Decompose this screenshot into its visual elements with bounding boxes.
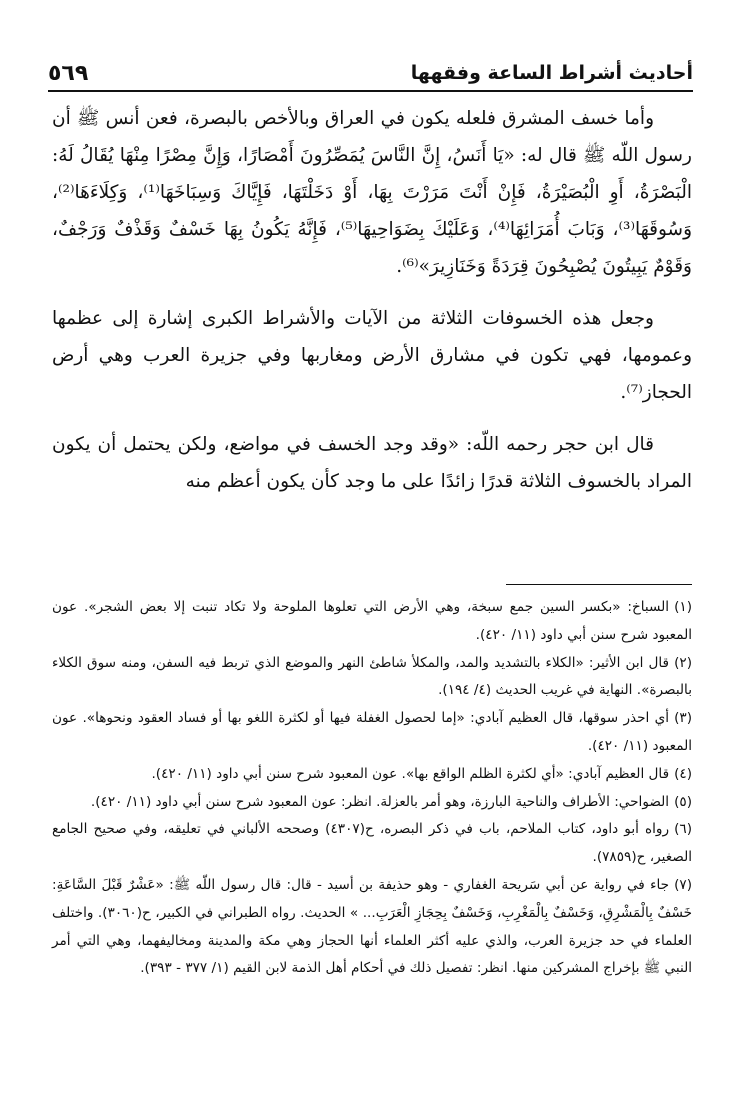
running-title: أحاديث أشراط الساعة وفقهها (410, 62, 693, 84)
footnote-text: قال العظيم آبادي: «أي لكثرة الظلم الواقع بها». عون المعبود شرح سنن أبي داود (١١/ ٤٢٠). (151, 765, 670, 782)
footnote (52, 594, 692, 650)
paragraph: قال ابن حجر رحمه اللّه: «وقد وجد الخسف في مواضع، ولكن يحتمل أن يكون المراد بالخسوف الثلاثة قدرًا زائدًا على ما وجد كأن يكون أعظم منه (52, 434, 692, 492)
footnote (52, 872, 692, 983)
footnote-text: رواه أبو داود، كتاب الملاحم، باب في ذكر البصره، ح(٤٣٠٧) وصححه الألباني في تعليقه، وفي صحيح الجامع الصغير، ح(٧٨٥٩). (52, 821, 692, 866)
footnote-number: (٥) (674, 793, 692, 810)
page-header (48, 48, 693, 92)
footnote-separator (506, 584, 692, 585)
footnote-number: (٧) (674, 876, 692, 893)
footnote-number: (٦) (674, 821, 692, 838)
footnote-text: جاء في رواية عن أبي سَريحة الغفاري - وهو حذيفة بن أسيد - قال: قال رسول اللّه ﷺ: «عَشْرٌ قَبْلَ السَّاعَةِ: خَسْفٌ بِالْمَشْرِقِ، وَخَسْفٌ بِالْمَغْرِبِ، وَخَسْفٌ بِحِجَازِ الْعَرَبِ... » الحديث. رواه الطبراني في الكبير، ح(٣٠٦٠). واختلف العلماء في حد جزيرة العرب، والذي عليه أكثر العلماء أنها الحجاز وهي مكة والمدينة ومخاليفهما، وهي التي أمر النبي ﷺ بإخراج المشركين منها. انظر: تفصيل ذلك في أحكام أهل الذمة لابن القيم (١/ ٣٧٧ - ٣٩٣). (52, 876, 692, 977)
paragraph: وأما خسف المشرق فلعله يكون في العراق وبالأخص بالبصرة، فعن أنس ﷺ أن رسول اللّه ﷺ قال له: «يَا أَنَسُ، إِنَّ النَّاسَ يُمَصِّرُونَ أَمْصَارًا، وَإِنَّ مِصْرًا مِنْهَا يُقَالُ لَهُ: الْبَصْرَةُ، أَوِ الْبُصَيْرَةُ، فَإِنْ أَنْتَ مَرَرْتَ بِهَا، أَوْ دَخَلْتَهَا، فَإِيَّاكَ وَسِبَاخَهَا⁽¹⁾، وَكِلَاءَهَا⁽²⁾، وَسُوقَهَا⁽³⁾، وَبَابَ أُمَرَائِهَا⁽⁴⁾، وَعَلَيْكَ بِضَوَاحِيهَا⁽⁵⁾، فَإِنَّهُ يَكُونُ بِهَا خَسْفٌ وَقَذْفٌ وَرَجْفٌ، وَقَوْمٌ يَبِيتُونَ يُصْبِحُونَ قِرَدَةً وَخَنَازِيرَ»⁽⁶⁾. (52, 108, 693, 277)
footnote-number: (١) (674, 599, 692, 615)
paragraph: وجعل هذه الخسوفات الثلاثة من الآيات والأشراط الكبرى إشارة إلى عظمها وعمومها، فهي تكون في مشارق الأرض ومغاربها وفي جزيرة العرب وهي أرض الحجاز⁽⁷⁾. (52, 308, 692, 403)
footnote (52, 816, 692, 872)
footnote (52, 761, 692, 789)
footnote-text: قال ابن الأثير: «الكلاء بالتشديد والمد، والمكلأ شاطئ النهر والموضع الذي تربط فيه السفن، ومنه سوق الكلاء بالبصرة». النهاية في غريب الحديث (٤/ ١٩٤). (52, 654, 692, 699)
main-text (52, 100, 692, 515)
footnotes (52, 594, 692, 983)
footnote (52, 650, 692, 706)
footnote-number: (٤) (674, 765, 692, 782)
page-number: ٥٦٩ (48, 61, 89, 86)
footnote-text: الضواحي: الأطراف والناحية البارزة، وهو أمر بالعزلة. انظر: عون المعبود شرح سنن أبي داود (١١/ ٤٢٠). (90, 793, 670, 810)
footnote-number: (٢) (674, 654, 692, 671)
footnote-number: (٣) (674, 710, 692, 727)
footnote (52, 789, 692, 817)
footnote-text: أي احذر سوقها، قال العظيم آبادي: «إما لحصول الغفلة فيها أو لكثرة اللغو بها أو فساد العقود ونحوها». عون المعبود (١١/ ٤٢٠). (52, 710, 692, 754)
footnote (52, 705, 692, 761)
footnote-text: السباخ: «بكسر السين جمع سبخة، وهي الأرض التي تعلوها الملوحة ولا تكاد تنبت إلا بعض الشجر». عون المعبود شرح سنن أبي داود (١١/ ٤٢٠). (52, 599, 692, 643)
